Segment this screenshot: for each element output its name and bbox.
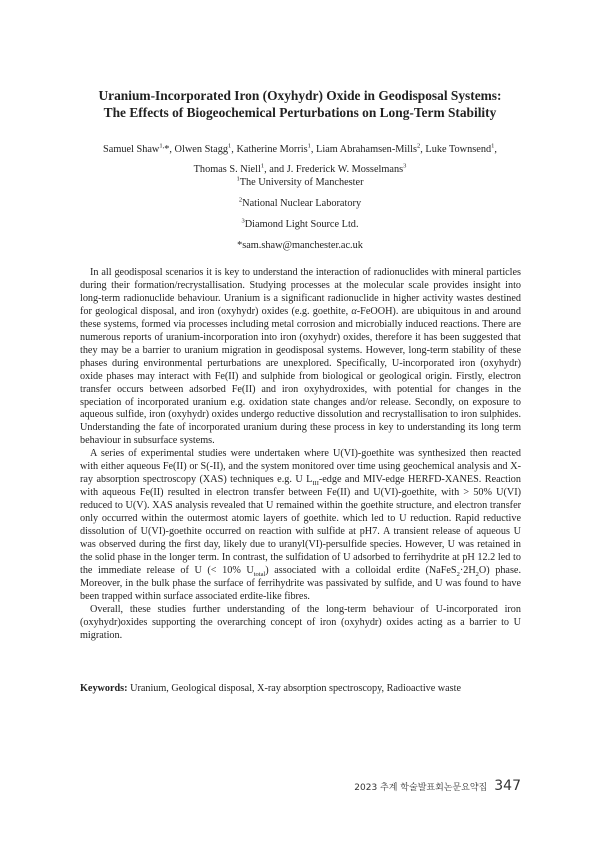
- keywords: [80, 682, 521, 695]
- paper-title: [40, 87, 560, 121]
- author-affil-mark: 1: [491, 142, 495, 150]
- keywords-text: Uranium, Geological disposal, X-ray absorption spectroscopy, Radioactive waste: [127, 683, 462, 694]
- affiliation-mark: 1: [236, 175, 240, 183]
- author-affil-mark: 1: [307, 142, 311, 150]
- author-name: Thomas S. Niell: [193, 164, 261, 175]
- title-line-1: Uranium-Incorporated Iron (Oxyhydr) Oxide in Geodisposal Systems:: [98, 88, 502, 103]
- abstract-paragraph-3: Overall, these studies further understanding of the long-term behaviour of U-incorporated iron (oxyhydr)oxides supporting the overarching concept of iron (oxyhydr) oxides acting as a barrier to U migration.: [80, 603, 521, 641]
- affiliation-text: Diamond Light Source Ltd.: [244, 219, 359, 230]
- author-line-2: Thomas S. Niell$^1$, and J. Frederick W. Mosselmans$^3$: [193, 162, 407, 175]
- page-number: 347: [494, 778, 521, 794]
- author-line-1: Samuel Shaw$^{1,}$*, Olwen Stagg$^1$, Katherine Morris$^1$, Liam Abrahamsen-Mills$^2$, Luke Townsend$^1$,: [103, 142, 497, 155]
- abstract-paragraph-1: In all geodisposal scenarios it is key to understand the interaction of radionuclides with mineral particles during their formation/recrystallisation. Studying processes at the molecular scale provides insight into long-term radionuclide behaviour. Uranium is a significant radionuclide in higher activity wastes destined for geological disposal, and iron (oxyhydr) oxides (e.g. goethite, α-FeOOH). are ubiquitous in and around these systems, formed via processes including metal corrosion and microbially induced reactions. There are numerous reports of uranium-incorporation into iron (oxyhydr) oxides, therefore it has been suggested that they may be a barrier to uranium migration in geodisposal systems. However, long-term stability of these phases during environmental perturbations are unexplored. Specifically, U-incorporated iron (oxyhydr) oxide phases may interact with Fe(II) and sulphide from biological or geological origin. Firstly, electron transfer occurs between adsorbed Fe(II) and iron oxyhydroxides, with potential for changes in the speciation of incorporated uranium e.g. oxidation state changes and/or release. Secondly, on exposure to aqueous sulfide, iron (oxyhydr) oxides undergo reductive dissolution and recrystallisation to iron sulphides. Understanding the fate of incorporated uranium during these process in key to understanding its long term behaviour in subsurface systems.: [80, 267, 521, 447]
- proceedings-title: 2023 추계 학술발표회논문요약집: [354, 783, 488, 793]
- author-name: Liam Abrahamsen-Mills: [316, 144, 417, 155]
- affiliation-text: The University of Manchester: [239, 177, 364, 188]
- affiliation: [40, 193, 560, 214]
- author-affil-mark: 1,: [159, 142, 165, 150]
- author-affil-mark: 3: [403, 162, 407, 170]
- author-name: Luke Townsend: [425, 144, 492, 155]
- affiliation-text: National Nuclear Laboratory: [242, 198, 362, 209]
- author-affil-mark: 2: [417, 142, 421, 150]
- abstract-paragraph-2: A series of experimental studies were undertaken where U(VI)-goethite was synthesized then reacted with either aqueous Fe(II) or S(-II), and the system monitored over time using geochemical analysis and X-ray absorption spectroscopy (XAS) techniques e.g. U $L_{III}$-edge and MIV-edge HERFD-XANES. Reaction with aqueous Fe(II) resulted in electron transfer between Fe(II) and U(VI)-goethite, with > 50% U(VI) reduced to U(V). XAS analysis revealed that U remained within the goethite structure, and electron transfer only occurred within the outermost atomic layers of goethite. which led to U reduction. Rapid reductive dissolution of U(VI)-goethite occurred on reaction with sulfide at pH7. A transient release of aqueous U was observed during the first day, likely due to uranyl(VI)-persulfide species. However, U was retained in the solid phase in the longer term. In contrast, the sulfidation of U adsorbed to ferrihydrite at pH 12.2 led to the immediate release of U (< 10% $U_{total}$) associated with a colloidal erdite $(NaFeS_2\cdot 2H_2O)$ phase. Moreover, in the bulk phase the surface of ferrihydrite was passivated by sulfide, and U was found to have been trapped within surface associated erdite-like fibres.: [80, 448, 521, 602]
- affiliation-list: [40, 172, 560, 256]
- author-name: Katherine Morris: [236, 144, 308, 155]
- affiliation-mark: 2: [238, 196, 243, 204]
- affiliation: [40, 214, 560, 235]
- alpha-symbol: α: [351, 305, 357, 317]
- author-name: Olwen Stagg: [174, 144, 229, 155]
- keywords-label: Keywords:: [80, 683, 128, 694]
- author-name: J. Frederick W. Mosselmans: [286, 164, 404, 175]
- author-affil-mark: 1: [260, 162, 265, 170]
- affiliation: [40, 172, 560, 193]
- corresponding-mark: *: [164, 144, 170, 155]
- title-line-2: The Effects of Biogeochemical Perturbations on Long-Term Stability: [103, 105, 497, 120]
- author-name: Samuel Shaw: [103, 144, 160, 155]
- page-footer: [354, 778, 521, 794]
- abstract-body: [80, 267, 521, 643]
- corresponding-email: *sam.shaw@manchester.ac.uk: [237, 240, 363, 251]
- author-affil-mark: 1: [228, 142, 232, 150]
- affiliation-mark: 3: [241, 217, 245, 225]
